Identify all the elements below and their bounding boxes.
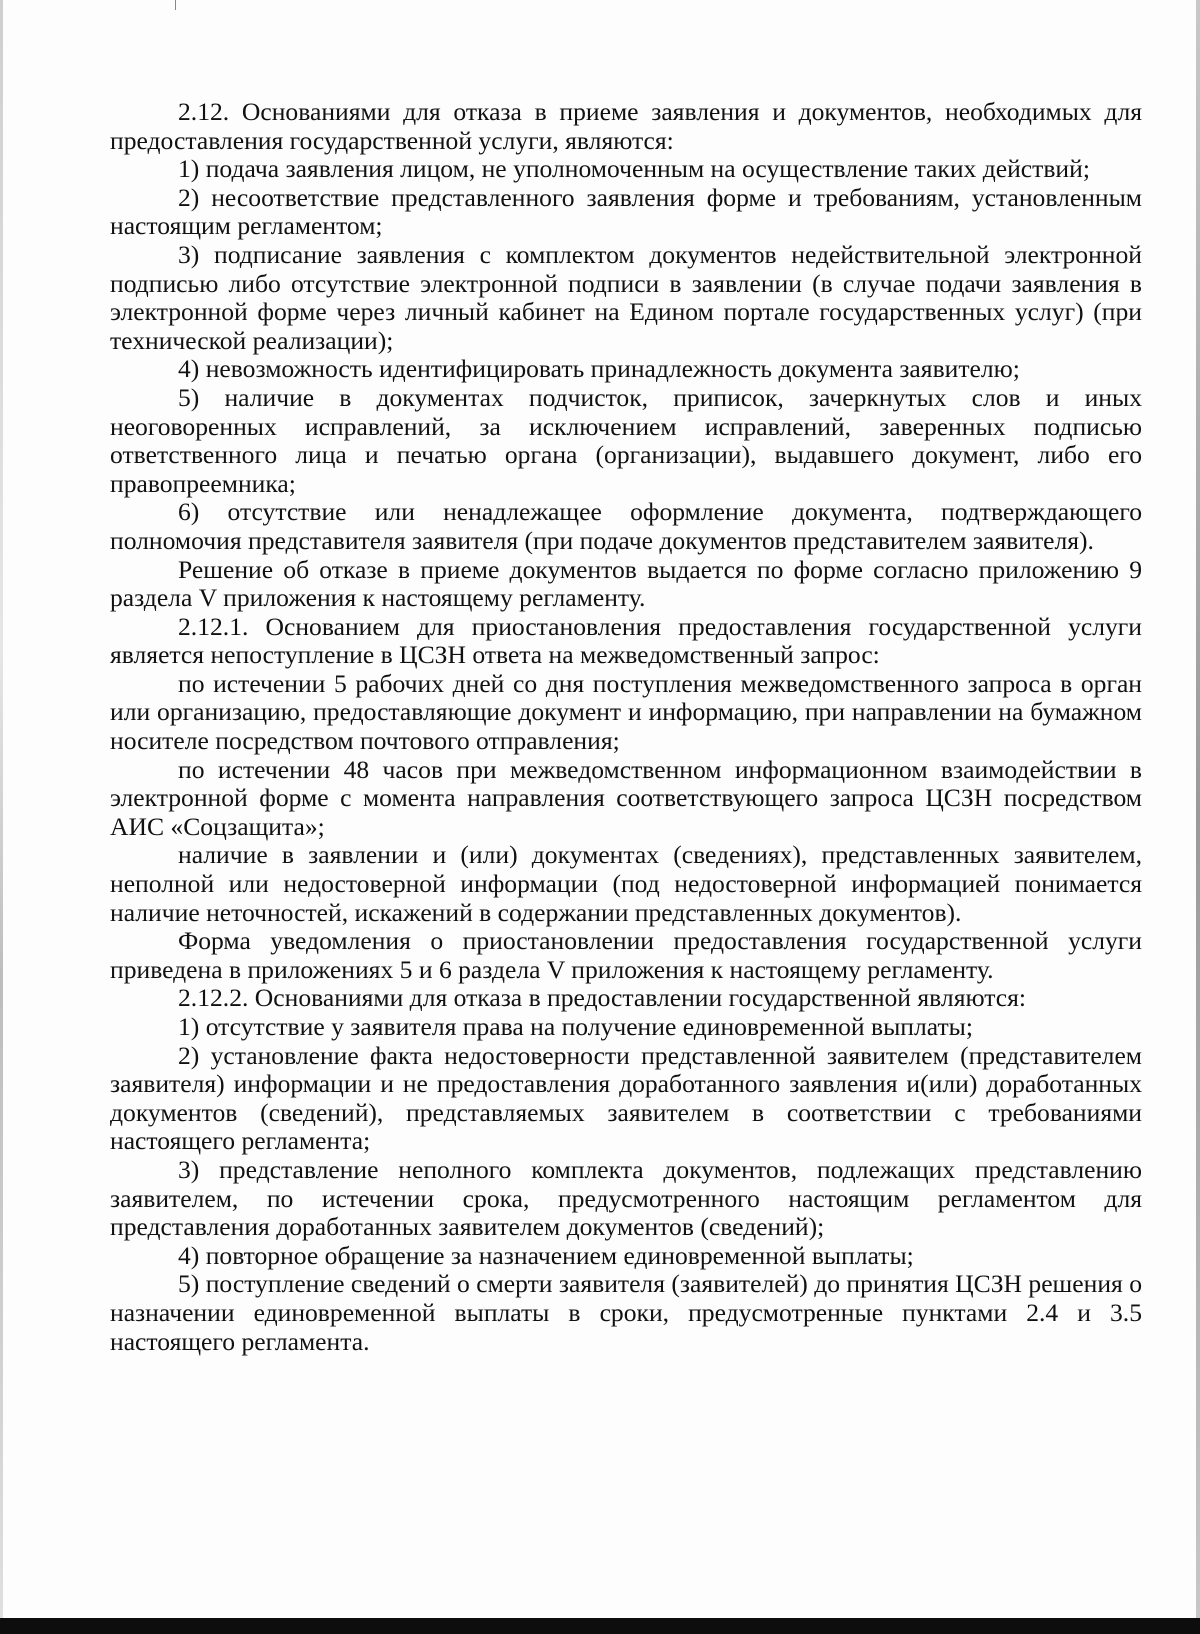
paragraph-2-12-item-1: 1) подача заявления лицом, не уполномоченным на осуществление таких действий; bbox=[178, 154, 1090, 184]
paragraph-2-12-item-5: 5) наличие в документах подчисток, приписок, зачеркнутых слов и иных неоговоренных исправлений, за исключением исправлений, заверенных подписью ответственного лица и печатью органа (организации), выдавшего документ, либо его правопреемника; bbox=[110, 382, 1142, 498]
paragraph-2-12-item-4: 4) невозможность идентифицировать принадлежность документа заявителю; bbox=[178, 354, 1020, 384]
paragraph-2-12-item-6: 6) отсутствие или ненадлежащее оформление документа, подтверждающего полномочия представителя заявителя (при подаче документов представителем заявителя). bbox=[110, 497, 1142, 555]
paragraph-2-12-2-item-5: 5) поступление сведений о смерти заявителя (заявителей) до принятия ЦСЗН решения о назначении единовременной выплаты в сроки, предусмотренные пунктами 2.4 и 3.5 настоящего регламента. bbox=[110, 1269, 1142, 1356]
paragraph-2-12-item-3: 3) подписание заявления с комплектом документов недействительной электронной подписью либо отсутствие электронной подписи в заявлении (в случае подачи заявления в электронной форме через личный кабинет на Едином портале государственных услуг) (при технической реализации); bbox=[110, 239, 1142, 355]
paragraph-2-12-2: 2.12.2. Основаниями для отказа в предоставлении государственной являются: bbox=[178, 983, 1026, 1013]
scan-top-mark bbox=[175, 0, 176, 10]
paragraph-2-12-1-item-incomplete: наличие в заявлении и (или) документах (сведениях), представленных заявителем, неполной или недостоверной информации (под недостоверной информацией понимается наличие неточностей, искажений в содержании представленных документов). bbox=[110, 840, 1142, 927]
scan-right-edge bbox=[1196, 0, 1200, 1634]
paragraph-2-12-item-2: 2) несоответствие представленного заявления форме и требованиям, установленным настоящим регламентом; bbox=[110, 182, 1142, 241]
paragraph-2-12-2-item-2: 2) установление факта недостоверности представленной заявителем (представителем заявителя) информации и не предоставления доработанного заявления и(или) доработанных документов (сведений), представляемых заявителем в соответствии с требованиями настоящего регламента; bbox=[110, 1040, 1142, 1156]
scan-left-edge bbox=[0, 0, 3, 1634]
paragraph-2-12: 2.12. Основаниями для отказа в приеме заявления и документов, необходимых для предоставления государственной услуги, являются: bbox=[110, 97, 1142, 155]
paragraph-2-12-1: 2.12.1. Основанием для приостановления предоставления государственной услуги является непоступление в ЦСЗН ответа на межведомственный запрос: bbox=[110, 611, 1142, 670]
paragraph-2-12-2-item-1: 1) отсутствие у заявителя права на получение единовременной выплаты; bbox=[178, 1012, 973, 1041]
scan-bottom-band bbox=[0, 1618, 1200, 1634]
document-body bbox=[110, 98, 1142, 1356]
paragraph-suspension-notice: Форма уведомления о приостановлении предоставления государственной услуги приведена в приложениях 5 и 6 раздела V приложения к настоящему регламенту. bbox=[110, 926, 1142, 984]
paragraph-2-12-2-item-3: 3) представление неполного комплекта документов, подлежащих представлению заявителем, по истечении срока, предусмотренного настоящим регламентом для представления доработанных заявителем документов (сведений); bbox=[110, 1154, 1142, 1242]
paragraph-refusal-decision: Решение об отказе в приеме документов выдается по форме согласно приложению 9 раздела V приложения к настоящему регламенту. bbox=[110, 554, 1142, 613]
paragraph-2-12-1-item-paper: по истечении 5 рабочих дней со дня поступления межведомственного запроса в орган или организацию, предоставляющие документ и информацию, при направлении на бумажном носителе посредством почтового отправления; bbox=[110, 668, 1142, 756]
paragraph-2-12-2-item-4: 4) повторное обращение за назначением единовременной выплаты; bbox=[178, 1240, 914, 1270]
paragraph-2-12-1-item-electronic: по истечении 48 часов при межведомственном информационном взаимодействии в электронной форме с момента направления соответствующего запроса ЦСЗН посредством АИС «Соцзащита»; bbox=[110, 754, 1142, 841]
